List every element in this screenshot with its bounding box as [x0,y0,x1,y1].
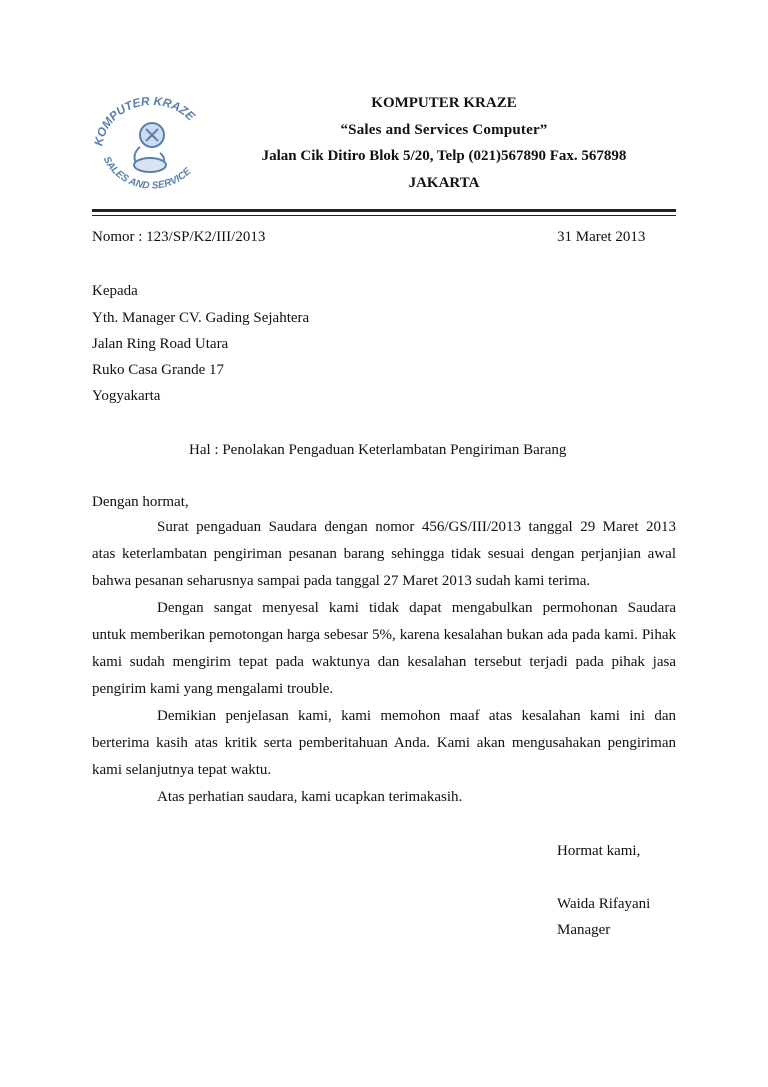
subject-line: Hal : Penolakan Pengaduan Keterlambatan Pengiriman Barang [189,442,567,458]
signer-name: Waida Rifayani [557,896,651,912]
paragraph-first-line: Demikian penjelasan kami, kami memohon maaf atas kesalahan kami ini dan [157,708,676,724]
company-name: KOMPUTER KRAZE [371,95,517,111]
letterhead-divider-thick [92,209,676,212]
recipient-line: Ruko Casa Grande 17 [92,362,225,378]
logo-text-top: KOMPUTER KRAZE [91,93,198,148]
company-city: JAKARTA [408,175,480,191]
body-paragraph-2 [92,595,676,703]
recipient-line: Yth. Manager CV. Gading Sejahtera [92,310,310,326]
salutation: Dengan hormat, [92,494,189,510]
recipient-line: Kepada [92,283,138,299]
recipient-line: Jalan Ring Road Utara [92,336,229,352]
body-paragraph-3 [92,703,676,784]
signer-title: Manager [557,922,611,938]
paragraph-first-line: Surat pengaduan Saudara dengan nomor 456/GS/III/2013 tanggal 29 Maret 2013 [157,519,676,535]
paragraph-first-line: Dengan sangat menyesal kami tidak dapat mengabulkan permohonan Saudara [157,600,676,616]
company-tagline: “Sales and Services Computer” [340,122,548,138]
body-paragraph-4 [92,784,676,811]
closing-regards: Hormat kami, [557,843,641,859]
paragraph-continuation: untuk memberikan pemotongan harga sebesar 5%, karena kesalahan bukan ada pada kami. Pihak kami sudah mengirim tepat pada waktunya dan kesalahan tersebut terjadi pada pihak jasa pengirim kami yang mengalami trouble. [92,627,676,697]
letter-date: 31 Maret 2013 [557,229,646,245]
closing-sentence: Atas perhatian saudara, kami ucapkan terimakasih. [157,789,463,805]
recipient-line: Yogyakarta [92,388,161,404]
letterhead-divider-thin [92,215,676,216]
body-paragraph-1 [92,514,676,595]
paragraph-continuation: berterima kasih atas kritik serta pemberitahuan Anda. Kami akan mengusahakan pengiriman kami selanjutnya tepat waktu. [92,735,676,778]
company-address: Jalan Cik Ditiro Blok 5/20, Telp (021)567890 Fax. 567898 [261,148,627,164]
letter-number: Nomor : 123/SP/K2/III/2013 [92,229,266,245]
logo-text-bottom: SALES AND SERVICE [100,154,194,192]
paragraph-continuation: atas keterlambatan pengiriman pesanan barang sehingga tidak sesuai dengan perjanjian awal bahwa pesanan seharusnya sampai pada tanggal 27 Maret 2013 sudah kami terima. [92,546,676,589]
